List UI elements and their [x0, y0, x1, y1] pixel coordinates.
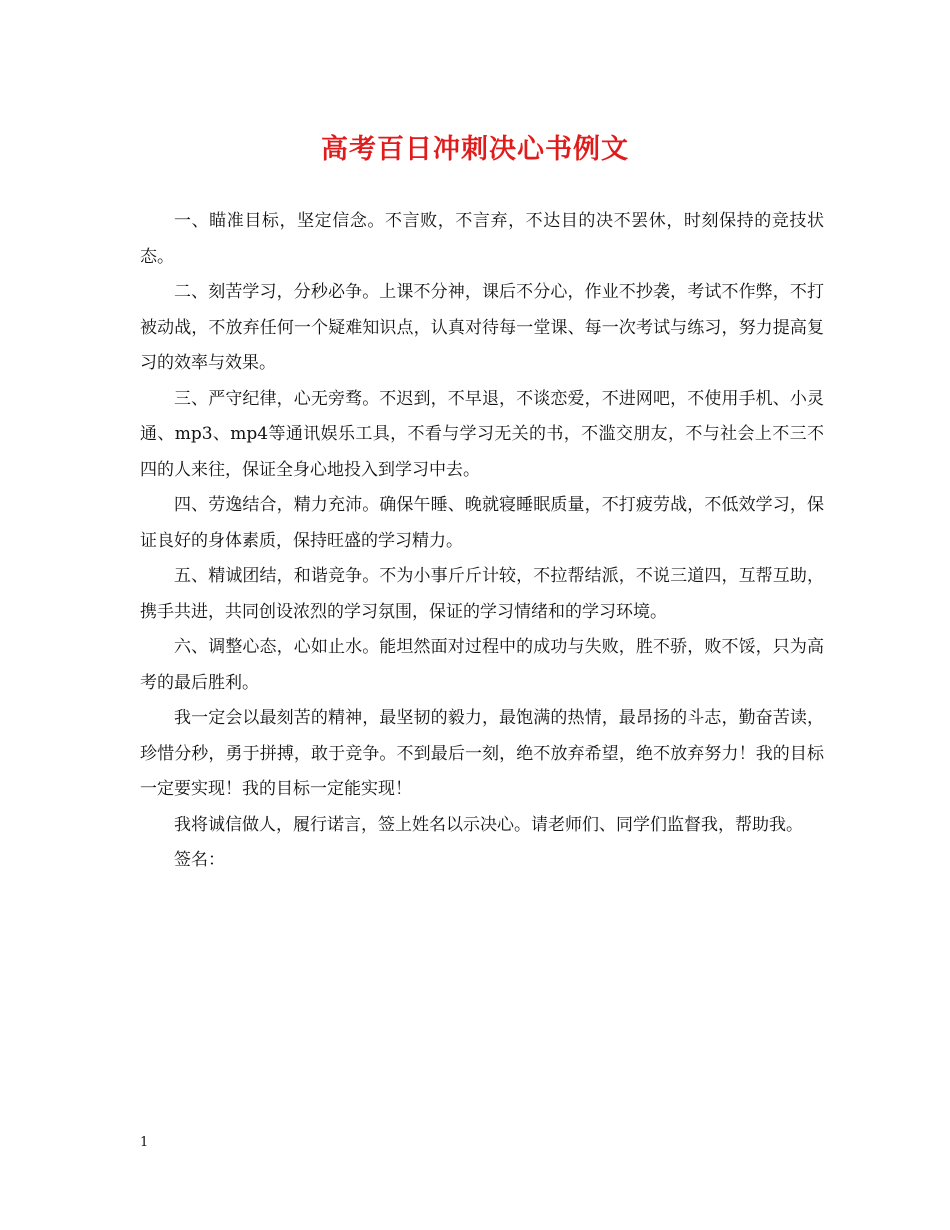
paragraph-4: 四、劳逸结合，精力充沛。确保午睡、晚就寝睡眠质量，不打疲劳战，不低效学习，保证良好的身体素质，保持旺盛的学习精力。	[140, 495, 824, 551]
page-number: 1	[140, 1135, 149, 1150]
paragraph-5: 五、精诚团结，和谐竞争。不为小事斤斤计较，不拉帮结派，不说三道四，互帮互助，携手共进，共同创设浓烈的学习氛围，保证的学习情绪和的学习环境。	[140, 566, 824, 622]
paragraph-1: 一、瞄准目标，坚定信念。不言败，不言弃，不达目的决不罢休，时刻保持的竞技状态。	[140, 211, 824, 267]
page-title: 高考百日冲刺决心书例文	[321, 134, 629, 165]
paragraph-6: 六、调整心态，心如止水。能坦然面对过程中的成功与失败，胜不骄，败不馁，只为高考的最后胜利。	[140, 637, 824, 693]
paragraph-7: 我一定会以最刻苦的精神，最坚韧的毅力，最饱满的热情，最昂扬的斗志，勤奋苦读，珍惜分秒，勇于拼搏，敢于竞争。不到最后一刻，绝不放弃希望，绝不放弃努力！我的目标一定要实现！我的目标一定能实现！	[140, 708, 824, 799]
paragraph-8: 我将诚信做人，履行诺言，签上姓名以示决心。请老师们、同学们监督我，帮助我。	[174, 814, 803, 835]
paragraph-2: 二、刻苦学习，分秒必争。上课不分神，课后不分心，作业不抄袭，考试不作弊，不打被动战，不放弃任何一个疑难知识点，认真对待每一堂课、每一次考试与练习，努力提高复习的效率与效果。	[140, 282, 824, 373]
signature-label: 签名：	[174, 850, 225, 870]
document-body	[140, 204, 824, 879]
paragraph-3: 三、严守纪律，心无旁骛。不迟到，不早退，不谈恋爱，不进网吧，不使用手机、小灵通、mp3、mp4等通讯娱乐工具，不看与学习无关的书，不滥交朋友，不与社会上不三不四的人来往，保证全身心地投入到学习中去。	[140, 388, 824, 480]
